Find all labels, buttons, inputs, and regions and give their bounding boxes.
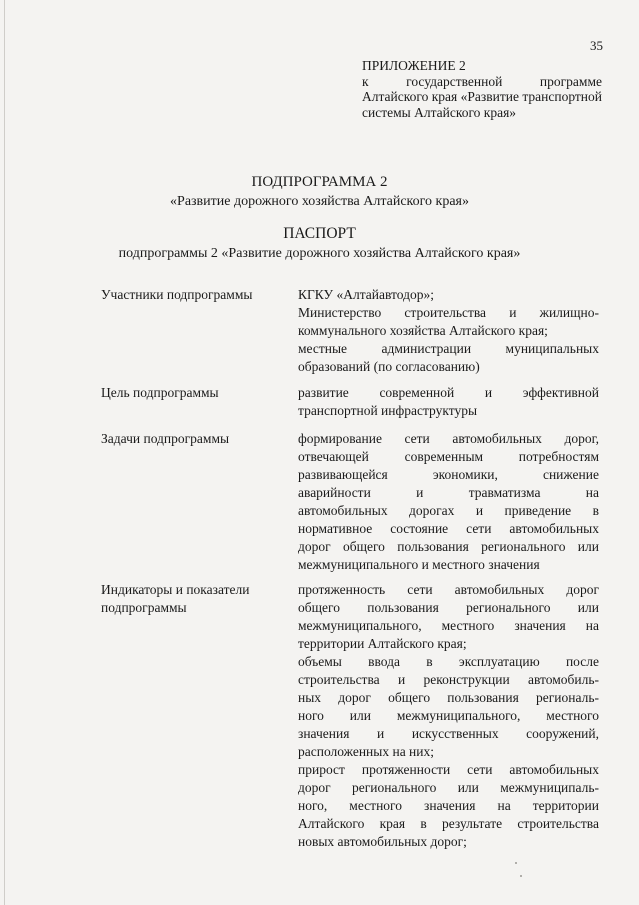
passport-subtitle: подпрограммы 2 «Развитие дорожного хозяйства Алтайского края» [118, 246, 521, 261]
passport-value-line: аварийности и травматизма на [298, 485, 599, 500]
subprogram-name: «Развитие дорожного хозяйства Алтайского края» [170, 194, 469, 209]
subprogram-title: ПОДПРОГРАММА 2 [251, 174, 388, 190]
appendix-header [362, 58, 602, 120]
passport-value-line: образований (по согласованию) [298, 359, 480, 374]
passport-value-line: нормативное состояние сети автомобильных [298, 521, 599, 536]
passport-value-line: Министерство строительства и жилищно- [298, 305, 599, 320]
passport-row-label: Задачи подпрограммы [101, 431, 230, 446]
passport-value-line: прирост протяженности сети автомобильных [298, 762, 599, 777]
page-number: 35 [590, 38, 603, 53]
passport-value-line: КГКУ «Алтайавтодор»; [298, 287, 434, 302]
passport-value-line: общего пользования регионального или [298, 600, 599, 615]
passport-value-line: новых автомобильных дорог; [298, 834, 467, 849]
passport-row-label: Цель подпрограммы [101, 385, 219, 400]
passport-value-line: объемы ввода в эксплуатацию после [298, 654, 599, 669]
passport-value-line: формирование сети автомобильных дорог, [298, 431, 599, 446]
passport-value-line: местные администрации муниципальных [298, 341, 599, 356]
passport-row-value [298, 430, 599, 574]
passport-value-line: дорог регионального или межмуниципаль- [298, 780, 599, 795]
passport-value-line: дорог общего пользования регионального или [298, 539, 599, 554]
passport-value-line: значения и искусственных сооружений, [298, 726, 599, 741]
passport-value-line: строительства и реконструкции автомобиль- [298, 672, 599, 687]
passport-value-line: отвечающей современным потребностям [298, 449, 599, 464]
passport-value-line: ного, местного значения на территории [298, 798, 599, 813]
passport-value-line: территории Алтайского края; [298, 636, 467, 651]
passport-value-line: расположенных на них; [298, 744, 435, 759]
passport-value-line: ных дорог общего пользования региональ- [298, 690, 599, 705]
passport-value-line: развивающейся экономики, снижение [298, 467, 599, 482]
appendix-title: ПРИЛОЖЕНИЕ 2 [362, 58, 466, 73]
passport-value-line: ного или межмуниципального, местного [298, 708, 599, 723]
scan-speck [515, 862, 517, 864]
passport-value-line: протяженность сети автомобильных дорог [298, 582, 599, 597]
passport-value-line: автомобильных дорогах и приведение в [298, 503, 599, 518]
passport-value-line: межмуниципального и местного значения [298, 557, 540, 572]
passport-row-label: Участники подпрограммы [101, 287, 253, 302]
passport-value-line: Алтайского края в результате строительства [298, 816, 599, 831]
passport-row-label: Индикаторы и показатели подпрограммы [101, 582, 250, 615]
passport-value-line: развитие современной и эффективной [298, 385, 599, 400]
passport-value-line: коммунального хозяйства Алтайского края; [298, 323, 548, 338]
scan-speck [520, 875, 522, 877]
passport-row-value [298, 384, 599, 420]
passport-value-line: транспортной инфраструктуры [298, 403, 478, 418]
appendix-text: к государственной программе Алтайского края «Развитие транспортной системы Алтайского края» [362, 73, 602, 120]
passport-title: ПАСПОРТ [283, 225, 356, 242]
scan-edge-line [4, 0, 5, 905]
passport-row-value [298, 581, 599, 851]
passport-row-value [298, 286, 599, 376]
passport-value-line: межмуниципального, местного значения на [298, 618, 599, 633]
